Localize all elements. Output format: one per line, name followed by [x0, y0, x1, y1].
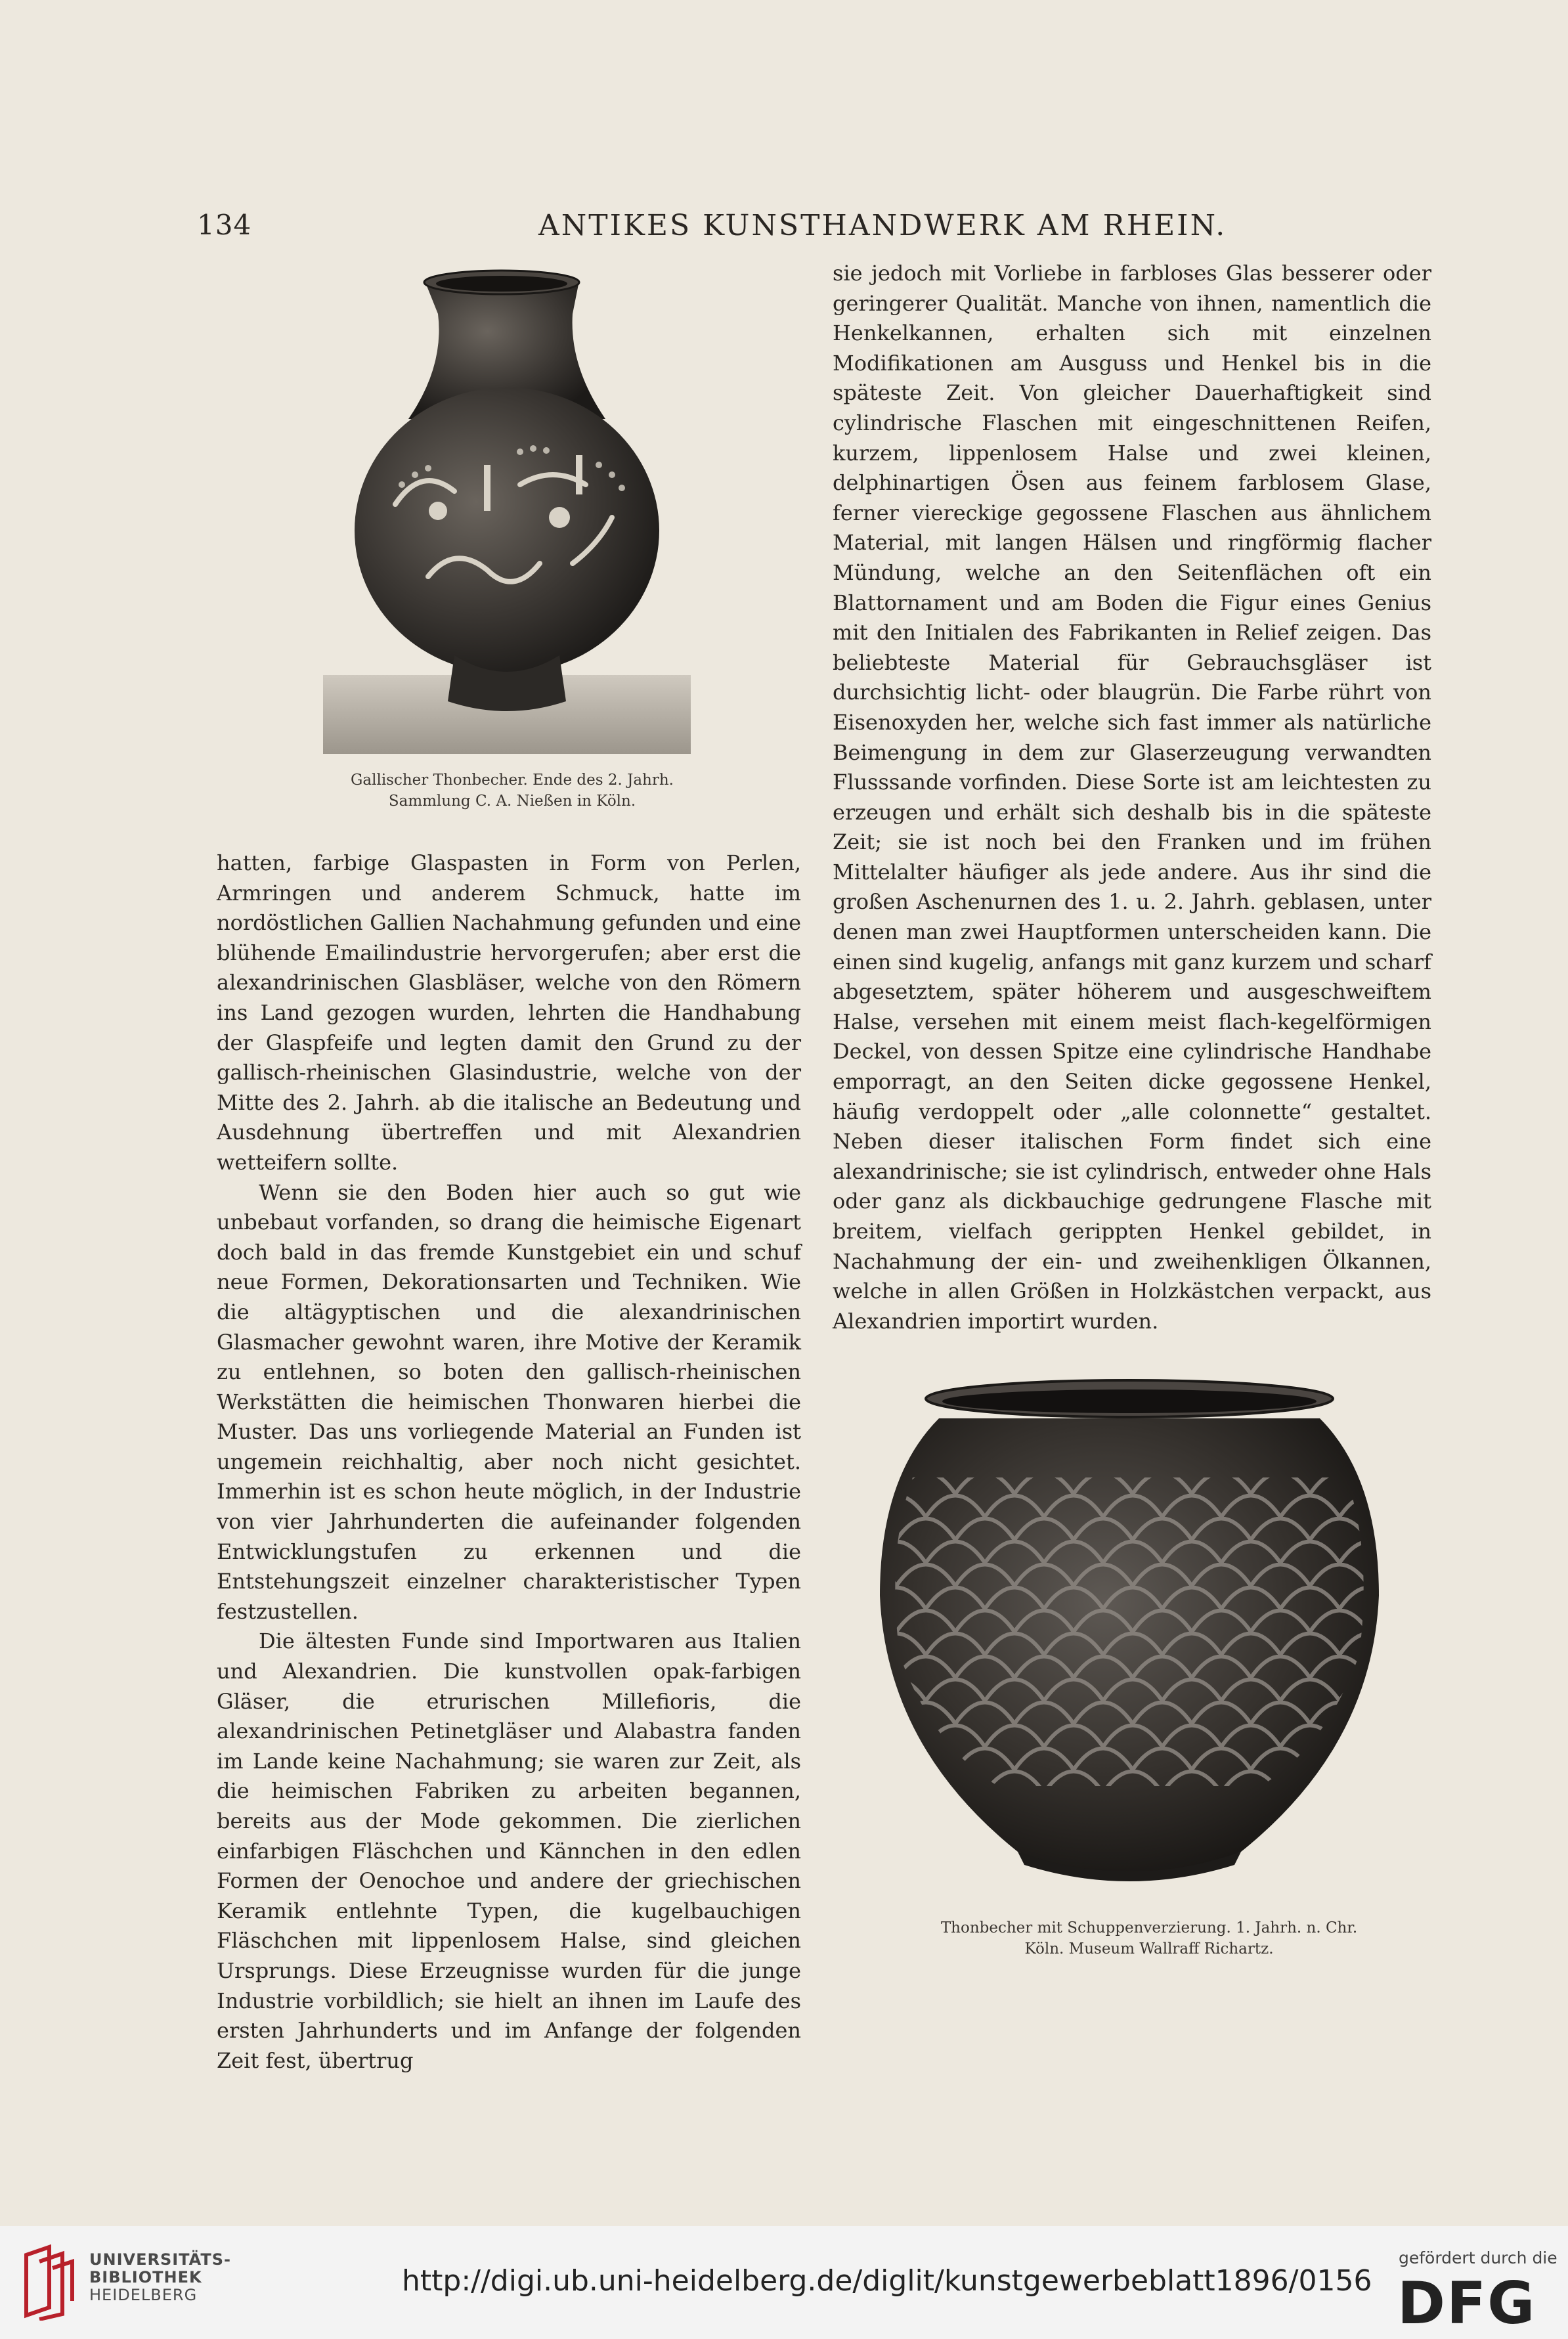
gallic-beaker-photo	[323, 268, 691, 754]
paragraph: sie jedoch mit Vorliebe in farbloses Glas besserer oder geringerer Qualität. Manche von ihnen, namentlich die Henkelkannen, erhalten sich mit einzelnen Modifikationen am Ausguss und Henkel bis in die späteste Zeit. Von gleicher Dauerhaftigkeit sind cylindrische Flaschen mit eingeschnittenen Reifen, kurzem, lippenlosem Halse und zwei kleinen, delphinartigen Ösen aus feinem farblosem Glase, ferner viereckige gegossene Flaschen aus ähnlichem Material, mit langen Hälsen und ringförmig flacher Mündung, welche an den Seitenflächen oft ein Blattornament und am Boden die Figur eines Genius mit den Initialen des Fabrikanten in Relief zeigen. Das beliebteste Material für Gebrauchsgläser ist durchsichtig licht- oder blaugrün. Die Farbe rührt von Eisenoxyden her, welche sich fast immer als natürliche Beimengung in dem zur Glaserzeugung verwandten Flusssande vorfinden. Diese Sorte ist am leichtesten zu erzeugen und erhält sich deshalb bis in die späteste Zeit; sie ist noch bei den Franken und im frühen Mittelalter häufiger als jede andere. Aus ihr sind die großen Aschenurnen des 1. u. 2. Jahrh. geblasen, unter denen man zwei Hauptformen unterscheiden kann. Die einen sind kugelig, anfangs mit ganz kurzem und scharf abgesetztem, später höherem und ausgeschweiftem Halse, versehen mit einem meist flach-kegelförmigen Deckel, von dessen Spitze eine cylindrische Handhabe emporragt, an den Seiten dicke gegossene Henkel, häufig verdoppelt oder „alle colonnette“ gestaltet. Neben dieser italischen Form findet sich eine alexandrinische; sie ist cylindrisch, entweder ohne Hals oder ganz als dickbauchige gedrungene Flasche mit breitem, vielfach gerippten Henkel gebildet, in Nachahmung der ein- und zweihenkligen Ölkannen, welche in allen Größen in Holzkästchen verpackt, aus Alexandrien importirt wurden.	[833, 261, 1431, 1334]
footer-bar	[0, 2226, 1568, 2339]
page-number: 134	[197, 209, 252, 241]
caption-line: Thonbecher mit Schuppenverzierung. 1. Jahrh. n. Chr.	[940, 1919, 1358, 1936]
caption-scale-beaker	[854, 1917, 1445, 1959]
caption-line: Gallischer Thonbecher. Ende des 2. Jahrh.	[351, 772, 674, 789]
library-line: HEIDELBERG	[89, 2286, 198, 2304]
paragraph: Die ältesten Funde sind Importwaren aus Italien und Alexandrien. Die kunstvollen opak-farbigen Gläser, die etrurischen Millefioris, die alexandrinischen Petinetgläser und Alabastra fanden im Lande keine Nachahmung; sie waren zur Zeit, als die heimischen Fabriken zu arbeiten begannen, bereits aus der Mode gekommen. Die zierlichen einfarbigen Fläschchen und Kännchen in den edlen Formen der Oenochoe und andere der griechischen Keramik entlehnte Typen, die kugelbauchigen Fläschchen mit lippenlosem Halse, sind gleichen Ursprungs. Diese Erzeugnisse wurden für die junge Industrie vorbildlich; sie hielt an ihnen im Laufe des ersten Jahrhunderts und im Anfange der folgenden Zeit fest, übertrug	[217, 1629, 801, 2073]
figure-gallic-beaker	[323, 268, 691, 754]
scale-decorated-beaker-photo	[867, 1379, 1392, 1891]
caption-line: Köln. Museum Wallraff Richartz.	[1024, 1940, 1274, 1957]
page-header	[197, 209, 1431, 248]
library-name	[89, 2251, 231, 2304]
caption-gallic-beaker	[263, 770, 762, 812]
library-line: BIBLIOTHEK	[89, 2268, 202, 2286]
paragraph: hatten, farbige Glaspasten in Form von Perlen, Armringen und anderem Schmuck, hatte im nordöstlichen Gallien Nachahmung gefunden und eine blühende Emailindustrie hervorgerufen; aber erst die alexandrinischen Glasbläser, welche von den Römern ins Land gezogen wurden, lehrten die Handhabung der Glaspfeife und legten damit den Grund zu der gallisch-rheinischen Glasindustrie, welche von der Mitte des 2. Jahrh. ab die italische an Bedeutung und Ausdehnung übertreffen und mit Alexandrien wetteifern sollte.	[217, 850, 801, 1175]
right-text-column	[833, 259, 1431, 1336]
paragraph: Wenn sie den Boden hier auch so gut wie unbebaut vorfanden, so drang die heimische Eigenart doch bald in das fremde Kunstgebiet ein und schuf neue Formen, Dekorationsarten und Techniken. Wie die altägyptischen und die alexandrinischen Glasmacher gewohnt waren, ihre Motive der Keramik zu entlehnen, so boten den gallisch-rheinischen Werkstätten die heimischen Thonwaren hierbei die Muster. Das uns vorliegende Material an Funden ist ungemein reichhaltig, aber noch nicht gesichtet. Immerhin ist es schon heute möglich, in der Industrie von vier Jahrhunderten die aufeinander folgenden Entwicklungstufen zu erkennen und die Entstehungszeit einzelner charakteristischer Typen festzustellen.	[217, 1179, 801, 1624]
figure-scale-beaker	[867, 1379, 1392, 1891]
dfg-logo: DFG	[1397, 2269, 1536, 2337]
library-line: UNIVERSITÄTS-	[89, 2250, 232, 2269]
caption-line: Sammlung C. A. Nießen in Köln.	[388, 793, 636, 810]
running-title: ANTIKES KUNSTHANDWERK AM RHEIN.	[538, 209, 1227, 242]
university-library-logo-icon	[20, 2242, 76, 2321]
left-text-column	[217, 848, 801, 2076]
source-url-link[interactable]: http://digi.ub.uni-heidelberg.de/diglit/kunstgewerbeblatt1896/0156	[402, 2264, 1372, 2298]
funded-by-label: gefördert durch die	[1399, 2248, 1557, 2267]
